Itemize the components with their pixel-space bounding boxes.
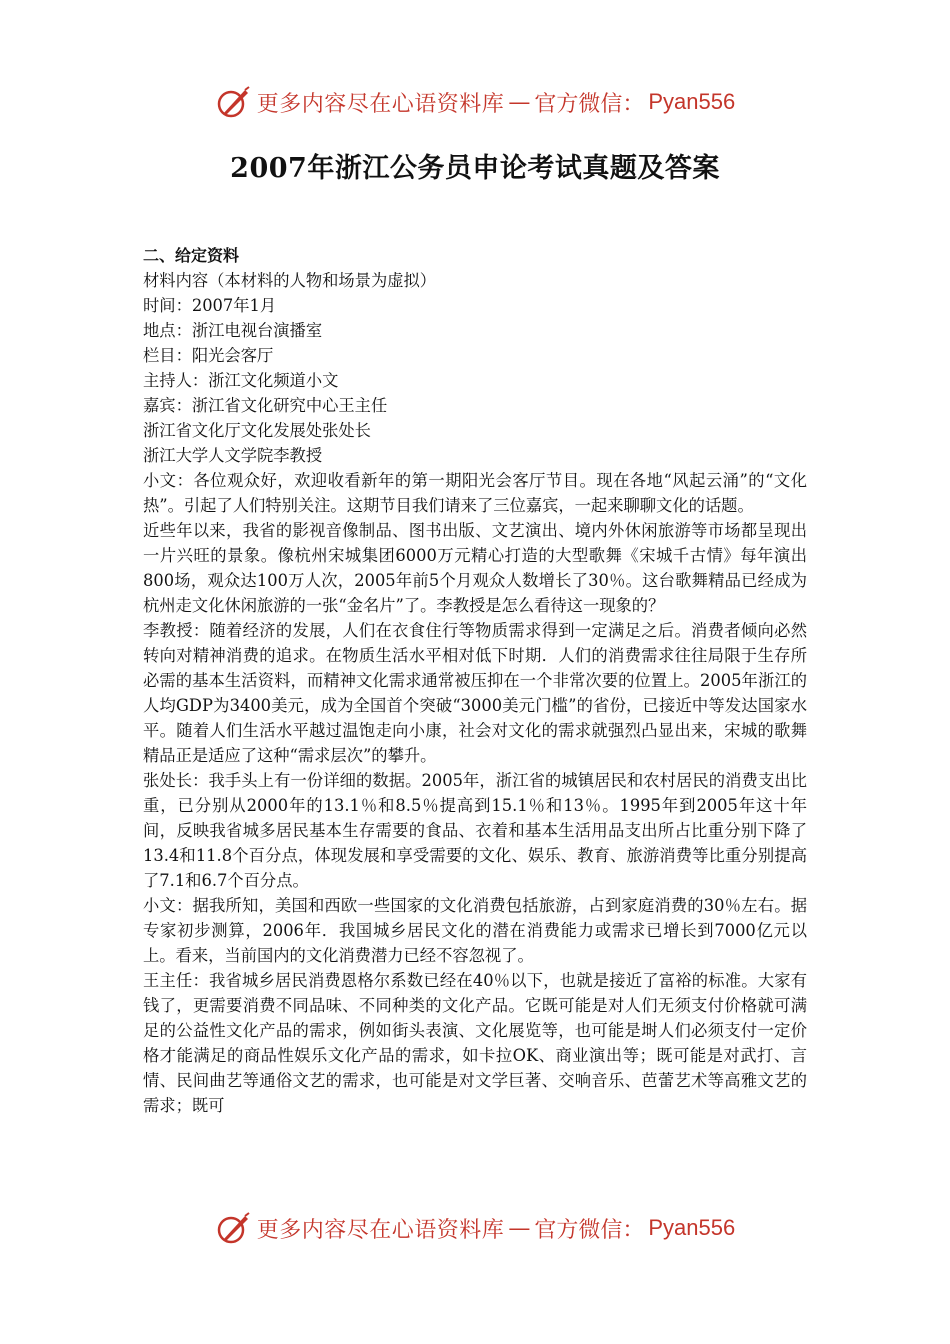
- paragraph: 张处长：我手头上有一份详细的数据。2005年，浙江省的城镇居民和农村居民的消费支出比重，已分别从2000年的13.1％和8.5％提高到15.1％和13％。1995年到2005年这十年间，反映我省城多居民基本生存需要的食品、衣着和基本生活用品支出所占比重分别下降了13.4和11.8个百分点，体现发展和享受需要的文化、娱乐、教育、旅游消费等比重分别提高了7.1和6.7个百分点。: [143, 771, 807, 890]
- meta-line: 材料内容（本材料的人物和场景为虚拟）: [143, 271, 437, 290]
- section-heading: 二、给定资料: [143, 246, 240, 265]
- paragraph: 小文：据我所知，美国和西欧一些国家的文化消费包括旅游，占到家庭消费的30％左右。据专家初步测算，2006年．我国城乡居民文化的潜在消费能力或需求已增长到7000亿元以上。看来，当前国内的文化消费潜力已经不容忽视了。: [143, 896, 807, 965]
- banner-site-text: 更多内容尽在心语资料库: [256, 91, 505, 117]
- banner-label: 官方微信：: [534, 1217, 645, 1243]
- meta-line: 地点：浙江电视台演播室: [143, 321, 323, 340]
- meta-line: 嘉宾：浙江省文化研究中心王主任: [143, 396, 388, 415]
- paragraph: 近些年以来，我省的影视音像制品、图书出版、文艺演出、境内外休闲旅游等市场都呈现出一片兴旺的景象。像杭州宋城集团6000万元精心打造的大型歌舞《宋城千古情》每年演出800场，观众达100万人次，2005年前5个月观众人数增长了30％。这台歌舞精品已经成为杭州走文化休闲旅游的一张“金名片”了。李教授是怎么看待这一现象的？: [143, 521, 807, 615]
- document-body: [143, 243, 807, 1118]
- banner-label: 官方微信：: [534, 91, 645, 117]
- document-title: 2007年浙江公务员申论考试真题及答案: [230, 153, 720, 184]
- meta-line: 主持人：浙江文化频道小文: [143, 371, 339, 390]
- meta-line: 浙江大学人文学院李教授: [143, 446, 323, 465]
- meta-line: 时间：2007年1月: [143, 296, 277, 315]
- paragraph: 李教授：随着经济的发展，人们在衣食住行等物质需求得到一定满足之后。消费者倾向必然转向对精神消费的追求。在物质生活水平相对低下时期．人们的消费需求往往局限于生存所必需的基本生活资料，而精神文化需求通常被压抑在一个非常次要的位置上。2005年浙江的人均GDP为3400美元，成为全国首个突破“3000美元门槛”的省份，已接近中等发达国家水平。随着人们生活水平越过温饱走向小康，社会对文化的需求就强烈凸显出来，宋城的歌舞精品正是适应了这种“需求层次”的攀升。: [143, 621, 807, 765]
- meta-line: 栏目：阳光会客厅: [143, 346, 274, 365]
- banner-separator: —: [508, 89, 531, 115]
- quill-logo-icon: [215, 1210, 251, 1246]
- header-banner: [0, 82, 950, 122]
- banner-handle: Pyan556: [648, 89, 736, 114]
- footer-banner: [0, 1208, 950, 1248]
- banner-site-text: 更多内容尽在心语资料库: [256, 1217, 505, 1243]
- paragraph: 小文：各位观众好，欢迎收看新年的第一期阳光会客厅节目。现在各地“风起云涌”的“文化热”。引起了人们特别关注。这期节目我们请来了三位嘉宾，一起来聊聊文化的话题。: [143, 471, 807, 515]
- quill-logo-icon: [215, 84, 251, 120]
- paragraph: 王主任：我省城乡居民消费恩格尔系数已经在40％以下，也就是接近了富裕的标准。大家有钱了，更需要消费不同品味、不同种类的文化产品。它既可能是对人们无须支付价格就可满足的公益性文化产品的需求，例如街头表演、文化展览等，也可能是埘人们必须支付一定价格才能满足的商品性娱乐文化产品的需求，如卡拉OK、商业演出等；既可能是对武打、言情、民间曲艺等通俗文艺的需求，也可能是对文学巨著、交响音乐、芭蕾艺术等高雅文艺的需求；既可: [143, 971, 807, 1115]
- meta-line: 浙江省文化厅文化发展处张处长: [143, 421, 371, 440]
- banner-separator: —: [508, 1215, 531, 1241]
- banner-handle: Pyan556: [648, 1215, 736, 1240]
